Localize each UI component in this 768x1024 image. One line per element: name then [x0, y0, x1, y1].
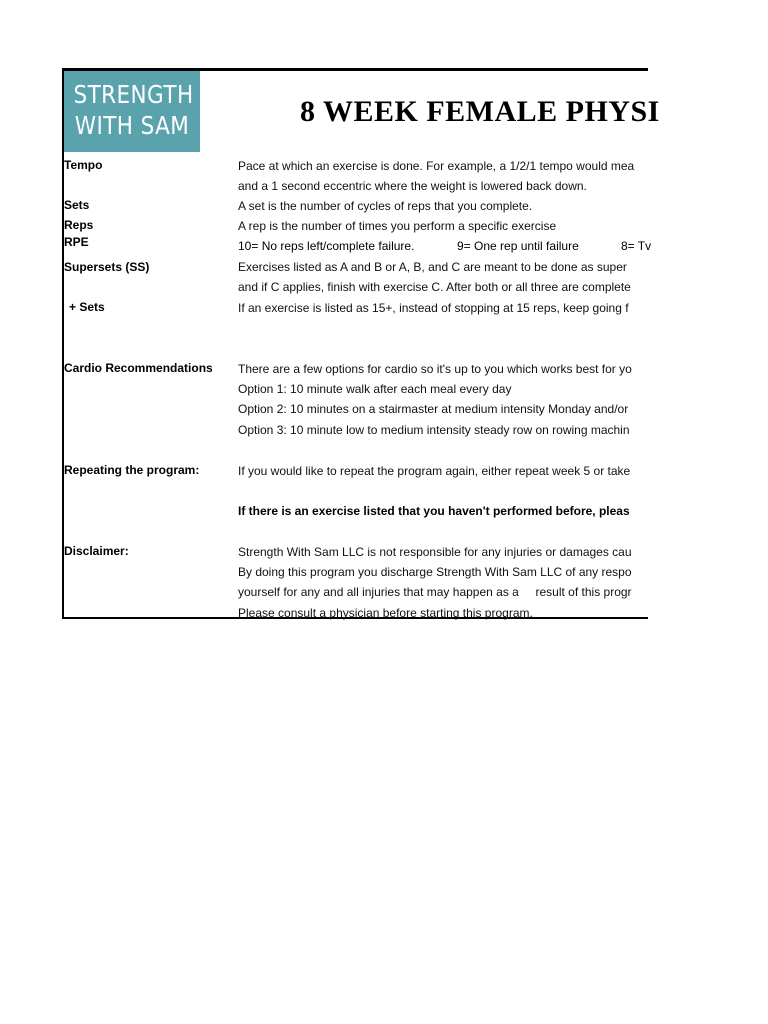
plus-sets-text: If an exercise is listed as 15+, instead of stopping at 15 reps, keep going f	[238, 301, 629, 315]
disclaimer-label: Disclaimer:	[64, 544, 129, 558]
disclaimer-text-4: Please consult a physician before starting this program.	[238, 606, 533, 620]
disclaimer-text-2: By doing this program you discharge Strength With Sam LLC of any respo	[238, 565, 632, 579]
logo-line-1: STRENGTH	[73, 80, 194, 109]
sets-label: Sets	[64, 198, 90, 212]
reps-label: Reps	[64, 218, 94, 232]
cardio-option-1: Option 1: 10 minute walk after each meal every day	[238, 382, 512, 396]
supersets-label: Supersets (SS)	[64, 260, 150, 274]
tempo-text-1: Pace at which an exercise is done. For example, a 1/2/1 tempo would mea	[238, 159, 635, 173]
disclaimer-text-3: yourself for any and all injuries that may happen as a result of this progr	[238, 585, 632, 599]
new-exercise-note: If there is an exercise listed that you haven't performed before, pleas	[238, 504, 630, 518]
cardio-option-2: Option 2: 10 minutes on a stairmaster at medium intensity Monday and/or	[238, 402, 629, 416]
plus-sets-label: + Sets	[69, 300, 105, 314]
rpe-text-9: 9= One rep until failure	[457, 239, 579, 253]
supersets-text-2: and if C applies, finish with exercise C. After both or all three are complete	[238, 280, 631, 294]
disclaimer-text-1: Strength With Sam LLC is not responsible for any injuries or damages cau	[238, 545, 632, 559]
rpe-text-10: 10= No reps left/complete failure.	[238, 239, 415, 253]
supersets-text-1: Exercises listed as A and B or A, B, and C are meant to be done as super	[238, 260, 627, 274]
page-title: 8 WEEK FEMALE PHYSI	[300, 95, 660, 128]
cardio-label: Cardio Recommendations	[64, 361, 213, 375]
cardio-text-1: There are a few options for cardio so it's up to you which works best for yo	[238, 362, 632, 376]
tempo-text-2: and a 1 second eccentric where the weight is lowered back down.	[238, 179, 587, 193]
rpe-label: RPE	[64, 235, 89, 249]
logo-line-2: WITH SAM	[74, 111, 190, 140]
repeating-text: If you would like to repeat the program again, either repeat week 5 or take	[238, 464, 631, 478]
strength-with-sam-logo	[64, 71, 200, 152]
rpe-text-8: 8= Tv	[621, 239, 652, 253]
sets-text: A set is the number of cycles of reps that you complete.	[238, 199, 533, 213]
program-info-sheet	[62, 68, 660, 620]
tempo-label: Tempo	[64, 158, 103, 172]
cardio-option-3: Option 3: 10 minute low to medium intensity steady row on rowing machin	[238, 423, 630, 437]
reps-text: A rep is the number of times you perform a specific exercise	[238, 219, 557, 233]
repeating-label: Repeating the program:	[64, 463, 200, 477]
